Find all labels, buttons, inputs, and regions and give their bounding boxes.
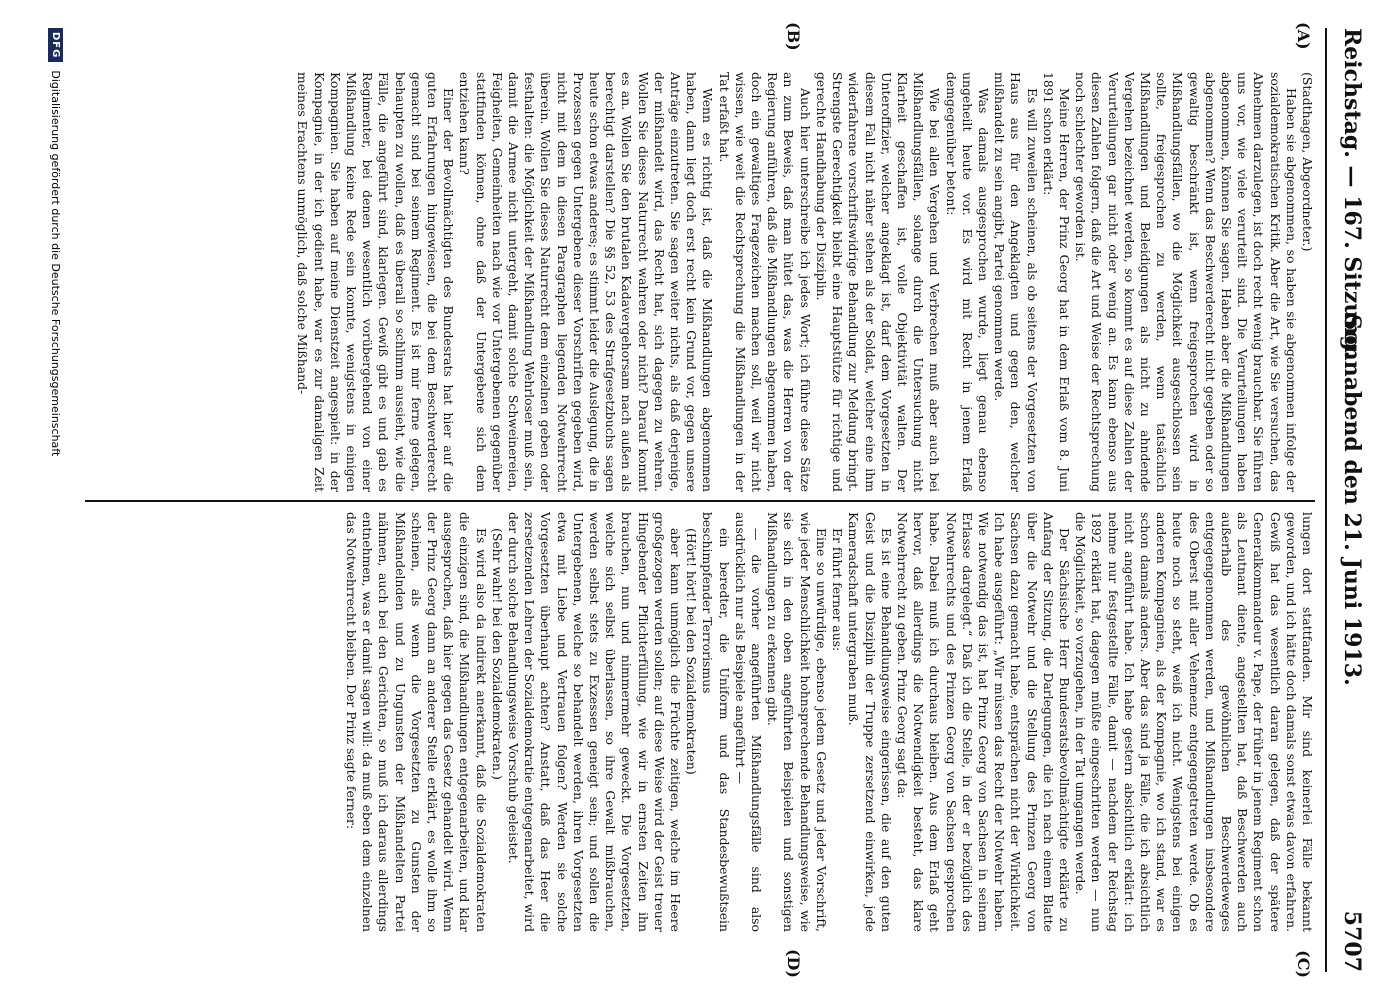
interjection: (Hört! hört! bei den Sozialdemokraten) <box>684 528 700 775</box>
paragraph: Haben sie abgenommen, so haben sie abgenommen infolge der sozialdemokratischen Kritik. Aber die Art, wie Sie versuchen, das Abnehmen darzulegen, ist doch recht wenig brauchbar. Sie führen uns vor, wie viele verurteilt sind. Die Verurteilungen haben abgenommen, können Sie sagen. Haben aber die Mißhandlungen abgenommen? Wenn das Beschwerderecht nicht gegeben oder so gewaltig beschränkt ist, wenn freigesprochen wird in Mißhandlungsfällen, wo die Möglichkeit ausgeschlossen sein sollte, freigesprochen zu werden, wenn tatsächlich Mißhandlungen und Beleidigungen als nicht zu ahndende Vergehen bezeichnet werden, so kommt es auf diese Zahlen der Verurteilungen gar nicht oder wenig an. Es kann ebenso aus diesen Zahlen folgern, daß die Art und Weise der Rechtsprechung noch schlechter geworden ist. <box>1073 72 1299 492</box>
paragraph: Was damals ausgesprochen wurde, liegt genau ebenso ungeheilt heute vor. Es wird mit Recht in jenem Erlaß demgegenüber betont: <box>943 72 991 492</box>
quote: Es will zuweilen scheinen, als ob seitens der Vorgesetzten von Haus aus für den Angeklagten und gegen den, welcher mißhandelt zu sein angibt, Partei genommen werde. <box>992 72 1040 492</box>
page-number: 5707 <box>1339 910 1365 972</box>
interjection: (Sehr wahr! bei den Sozialdemokraten.) <box>489 528 505 780</box>
funding-credit: Digitalisierung gefördert durch die Deutsche Forschungsgemeinschaft <box>49 70 62 457</box>
paragraph: Auch hier unterschreibe ich jedes Wort; ich führe diese Sätze an zum Beweis, daß man hütet das, was die Herren von der Regierung anführen, daß die Mißhandlungen abgenommen haben, doch ein gewaltiges Fragezeichen machen soll, weil wir nicht wissen, wie weit die Rechtsprechung die Mißhandlungen in der Tat erfaßt hat. <box>716 72 813 492</box>
margin-marker-d: (D) <box>784 948 803 978</box>
paragraph: Einer der Bevollmächtigten des Bundesrats hat hier auf die guten Erfahrungen hingewiesen, die bei dem Beschwerderecht gemacht sind bei seinem Regiment. Es ist mir ferne gelegen, behaupten zu wollen, daß es überall so schlimm aussieht, wie die Fälle, die angeführt sind, klarlegen. Gewiß gibt es und gab es Regimenter, bei denen wesentlich vorübergehend von einer Mißhandlung keine Rede sein konnte, wenigstens in einigen Kompagnien. Sie haben auf meine Dienstzeit angespielt: in der Kompagnie, in der ich gedient habe, war es zur damaligen Zeit meines Erachtens unmöglich, daß solche Mißhand- <box>295 72 457 492</box>
quote: aber kann unmöglich die Früchte zeitigen, welche im Heere großgezogen werden sollen; auf diese Weise wird der Geist treuer Hingebender Pflichterfüllung, wie wir in ernsten Zeiten ihn brauchen, nun und nimmermehr geweckt. Die Vorgesetzten, welche sich selbst überlassen, so ihre Gewalt mißbrauchen, werden selbst stets zu Exzessen geneigt sein; und sollen die Untergebenen, welche so behandelt werden, ihren Vorgesetzten etwa mit Liebe und Vertrauen folgen? Werden sie solche Vorgesetzten überhaupt achten? Anstatt, daß das Heer die zersetzenden Lehren der Sozialdemokratie entgegenarbeitet, wird der durch solche Behandlungsweise Vorschub geleistet. <box>506 512 684 932</box>
paragraph: Es wird also da indirekt anerkannt, daß die Sozialdemokraten die einzigen sind, die Mißhandlungen entgegenarbeiten, und klar ausgesprochen, daß hier gegen das Gesetz gehandelt wird. Wenn der Prinz Georg dann an anderer Stelle erklärt, es wolle ihm so scheinen, als wenn die Vorgesetzten zu Gunsten der Mißhandelnden und zu Ungunsten der Mißhandelten Partei nähmen, auch bei den Gerichten, so muß ich daraus allerdings entnehmen, was er damit sagen will: da muß eben dem einzelnen das Notwehrrecht bleiben. Der Prinz sagte ferner: <box>344 512 489 932</box>
header-center: Sonnabend den 21. Juni 1913. <box>1339 314 1365 686</box>
funding-footer <box>48 28 63 972</box>
paragraph: Er führt ferner aus: <box>830 528 846 652</box>
speaker-line: (Stadthagen, Abgeordneter.) <box>1300 72 1315 252</box>
header-left: Reichstag. — 167. Sitzung. <box>1339 28 1365 359</box>
paragraph: — die vorher angeführten Mißhandlungsfälle sind also ausdrücklich nur als Beispiele angeführt — <box>732 512 765 932</box>
margin-marker-a: (A) <box>1294 22 1313 50</box>
quote: ein beredter, die Uniform und das Standesbewußtsein beschimpfender Terrorismus <box>700 512 732 932</box>
paragraph: Wenn es richtig ist, daß die Mißhandlungen abgenommen haben, dann liegt doch erst recht kein Grund vor, gegen unsere Anträge einzutreten. Sie sagen weiter nichts, als daß derjenige, der mißhandelt wird, das Recht hat, sich dagegen zu wehren. Wollen Sie dieses Naturrecht wahren oder nicht? Darauf kommt es an. Wollen Sie den brutalen Kadavergehorsam nach außen als berechtigt darstellen? Die §§ 52, 53 des Strafgesetzbuchs sagen heute schon etwas anderes; es stimmt leider die Auslegung, die in Prozessen gegen Untergebene dieser Vorschriften gegeben wird, nicht mit dem in diesen Paragraphen liegenden Notwehrrecht überein. Wollen Sie dieses Naturrecht dem einzelnen geben oder festhalten: die Möglichkeit der Mißhandlung Wehrloser muß sein, damit die Armee nicht untergeht, damit solche Schweinereien, Feigheiten, Gemeinheiten nach wie vor Untergebenen gegenüber stattfinden können, ohne daß der Untergebene sich dem entziehen kann? <box>457 72 716 492</box>
margin-marker-c: (C) <box>1294 950 1313 978</box>
quote: Eine so unwürdige, ebenso jedem Gesetz und jeder Vorschrift, wie jeder Menschlichkeit hohnsprechende Behandlungsweise, wie sie sich in den oben angeführten Beispielen und sonstigen Mißhandlungen zu erkennen gibt. <box>765 512 829 932</box>
paragraph: Der Sächsische Herr Bundesratsbevollmächtigte erklärte zu Anfang der Sitzung, die Darlegungen, die ich nach einem Blatte über die Notwehr und die Stellung des Prinzen Georg von Sachsen dazu gemacht habe, entsprächen nicht der Wirklichkeit. Ich habe ausgeführt: „Wir müssen das Recht der Notwehr haben. Wie notwendig das ist, hat Prinz Georg von Sachsen in seinem Erlasse dargelegt.“ Daß ich die Stelle, in der er bezüglich des Notwehrrechts und des Prinzen Georg von Sachsen gesprochen habe. Dabei muß ich durchaus bleiben. Aus dem Erlaß geht hervor, daß allerdings die Notwendigkeit besteht, das klare Notwehrrecht zu geben. Prinz Georg sagt da: <box>894 512 1072 932</box>
quote: Es ist eine Behandlungsweise eingerissen, die auf den guten Geist und die Disziplin der Truppe zersetzend einwirken, jede Kameradschaft untergraben muß. <box>846 512 894 932</box>
page-header <box>1325 28 1365 972</box>
quote: Wie bei allen Vergehen und Verbrechen muß aber auch bei Mißhandlungsfällen, solange durch die Untersuchung nicht Klarheit geschaffen ist, volle Objektivität walten. Der Unteroffizier, welcher angeklagt ist, darf dem Vorgesetzten in diesem Fall nicht näher stehen als der Soldat, welcher eine ihm widerfahrene vorschriftswidrige Behandlung zur Meldung bringt. Strengste Gerechtigkeit bleibt eine Hauptstütze für richtige und gerechte Handhabung der Disziplin. <box>813 72 943 492</box>
column-divider <box>85 500 1315 502</box>
header-rule <box>1325 28 1327 972</box>
paragraph: lungen dort stattfanden. Mir sind keinerlei Fälle bekannt geworden, und ich hätte doch damals sonst etwas davon erfahren. Gewiß hat das wesentlich daran gelegen, daß der spätere Generalkommandeur v. Pape, der früher in jenem Regiment schon als Leutnant diente, angestellten hat, daß Beschwerden auch außerhalb des gewöhnlichen Beschwerdeweges entgegengenommen werden, und Mißhandlungen insbesondere des Oberst mit aller Vehemenz entgegengetreten werde. Ob es heute noch so steht, weiß ich nicht. Wenigstens bei einigen anderen Kompagnien, als der Kompagnie, wo ich stand, war es schon damals anders. Aber das sind ja Fälle, die ich absichtlich nicht angeführt habe. Ich habe gestern absichtlich erklärt: ich nehme nur festgestellte Fälle, damit — nachdem der Reichstag 1892 erklärt hat, dagegen müßte eingeschritten werden — nun die Möglichkeit, so vorzugehen, in der Tat umgangen werde. <box>1073 512 1315 932</box>
text-column-left <box>85 72 1315 492</box>
dfg-logo: DFG <box>48 28 63 62</box>
paragraph: Meine Herren, der Prinz Georg hat in dem Erlaß vom 8. Juni 1891 schon erklärt: <box>1040 72 1072 492</box>
text-column-right <box>85 512 1315 932</box>
margin-marker-b: (B) <box>784 22 803 51</box>
